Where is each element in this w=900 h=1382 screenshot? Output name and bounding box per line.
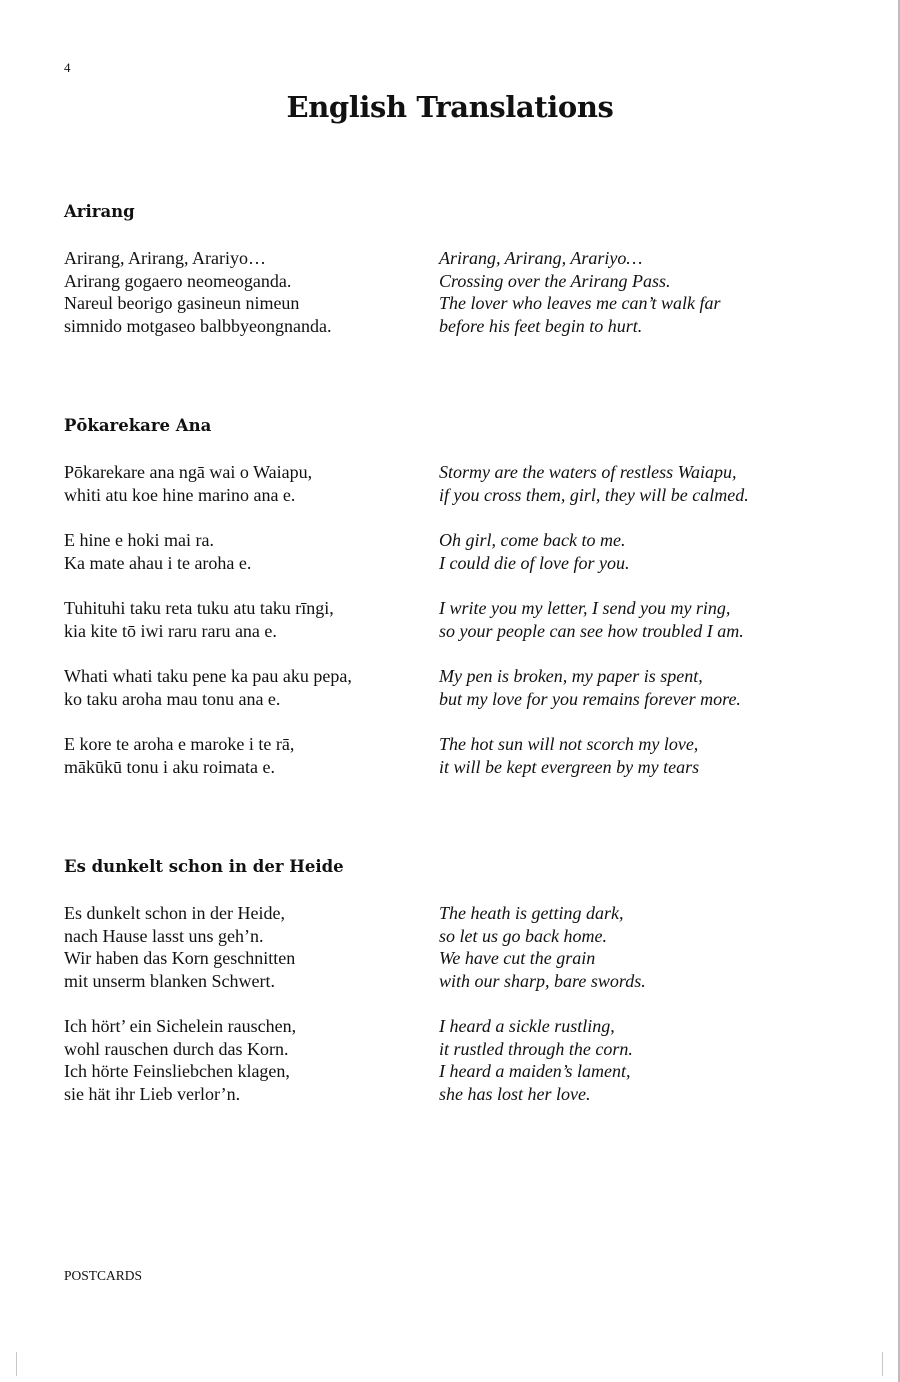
translation-line: with our sharp, bare swords. <box>439 970 646 991</box>
song-title-arirang: Arirang <box>64 202 135 221</box>
translation-line: I heard a maiden’s lament, <box>439 1061 631 1082</box>
original-line: E kore te aroha e maroke i te rā, <box>64 734 295 754</box>
translation-line: Crossing over the Arirang Pass. <box>439 270 671 291</box>
original-line: mit unserm blanken Schwert. <box>64 970 275 991</box>
translation-line: but my love for you remains forever more. <box>439 688 741 709</box>
original-line: Pōkarekare ana ngā wai o Waiapu, <box>64 462 313 482</box>
translation-line: I heard a sickle rustling, <box>439 1016 615 1036</box>
original-line: Arirang gogaero neomeoganda. <box>64 270 292 291</box>
translation-line: I write you my letter, I send you my ring, <box>439 598 731 618</box>
page-number: 4 <box>64 60 71 75</box>
pokarekare-original-stanza-2 <box>64 529 251 574</box>
original-line: wohl rauschen durch das Korn. <box>64 1038 289 1059</box>
original-line: Nareul beorigo gasineun nimeun <box>64 293 300 314</box>
pokarekare-original-stanza-5 <box>64 733 294 778</box>
original-line: simnido motgaseo balbbyeongnanda. <box>64 315 332 336</box>
pokarekare-translation-stanza-2 <box>439 529 629 574</box>
translation-line: if you cross them, girl, they will be calmed. <box>439 484 749 505</box>
original-line: Es dunkelt schon in der Heide, <box>64 903 285 923</box>
heide-translation-stanza-2 <box>439 1015 633 1105</box>
song-title-pokarekare-ana: Pōkarekare Ana <box>64 416 212 435</box>
arirang-translation-stanza <box>439 247 720 337</box>
translation-line: Stormy are the waters of restless Waiapu, <box>439 462 737 482</box>
crop-mark-left <box>16 1352 17 1376</box>
translation-line: she has lost her love. <box>439 1083 591 1104</box>
original-line: sie hät ihr Lieb verlor’n. <box>64 1083 241 1104</box>
pokarekare-translation-stanza-5 <box>439 733 699 778</box>
translation-line: We have cut the grain <box>439 948 596 969</box>
translation-line: Oh girl, come back to me. <box>439 530 626 550</box>
original-line: Ich hörte Feinsliebchen klagen, <box>64 1061 290 1082</box>
pokarekare-original-stanza-3 <box>64 597 334 642</box>
translation-line: before his feet begin to hurt. <box>439 315 643 336</box>
original-line: mākūkū tonu i aku roimata e. <box>64 756 275 777</box>
translation-line: My pen is broken, my paper is spent, <box>439 666 703 686</box>
pokarekare-translation-stanza-4 <box>439 665 741 710</box>
translation-line: The lover who leaves me can’t walk far <box>439 293 721 314</box>
original-line: nach Hause lasst uns geh’n. <box>64 925 264 946</box>
original-line: Arirang, Arirang, Arariyo… <box>64 248 266 268</box>
running-footer: POSTCARDS <box>64 1268 143 1283</box>
original-line: kia kite tō iwi raru raru ana e. <box>64 620 277 641</box>
translation-line: I could die of love for you. <box>439 552 630 573</box>
original-line: Ka mate ahau i te aroha e. <box>64 552 252 573</box>
pokarekare-translation-stanza-3 <box>439 597 744 642</box>
translation-line: it rustled through the corn. <box>439 1038 633 1059</box>
pokarekare-translation-stanza-1 <box>439 461 749 506</box>
original-line: Tuhituhi taku reta tuku atu taku rīngi, <box>64 598 334 618</box>
heide-translation-stanza-1 <box>439 902 646 992</box>
original-line: Ich hört’ ein Sichelein rauschen, <box>64 1016 297 1036</box>
original-line: Whati whati taku pene ka pau aku pepa, <box>64 666 352 686</box>
heide-original-stanza-1 <box>64 902 295 992</box>
original-line: ko taku aroha mau tonu ana e. <box>64 688 281 709</box>
pokarekare-original-stanza-4 <box>64 665 352 710</box>
heide-original-stanza-2 <box>64 1015 296 1105</box>
translation-line: so let us go back home. <box>439 925 607 946</box>
translation-line: The heath is getting dark, <box>439 903 624 923</box>
song-title-es-dunkelt: Es dunkelt schon in der Heide <box>64 857 344 876</box>
original-line: E hine e hoki mai ra. <box>64 530 214 550</box>
translation-line: The hot sun will not scorch my love, <box>439 734 699 754</box>
translation-line: so your people can see how troubled I am. <box>439 620 744 641</box>
translation-line: it will be kept evergreen by my tears <box>439 756 700 777</box>
translation-line: Arirang, Arirang, Arariyo… <box>439 248 643 268</box>
page-title: English Translations <box>286 90 614 124</box>
original-line: Wir haben das Korn geschnitten <box>64 948 296 969</box>
arirang-original-stanza <box>64 247 331 337</box>
pokarekare-original-stanza-1 <box>64 461 312 506</box>
original-line: whiti atu koe hine marino ana e. <box>64 484 296 505</box>
crop-mark-right <box>882 1352 883 1376</box>
